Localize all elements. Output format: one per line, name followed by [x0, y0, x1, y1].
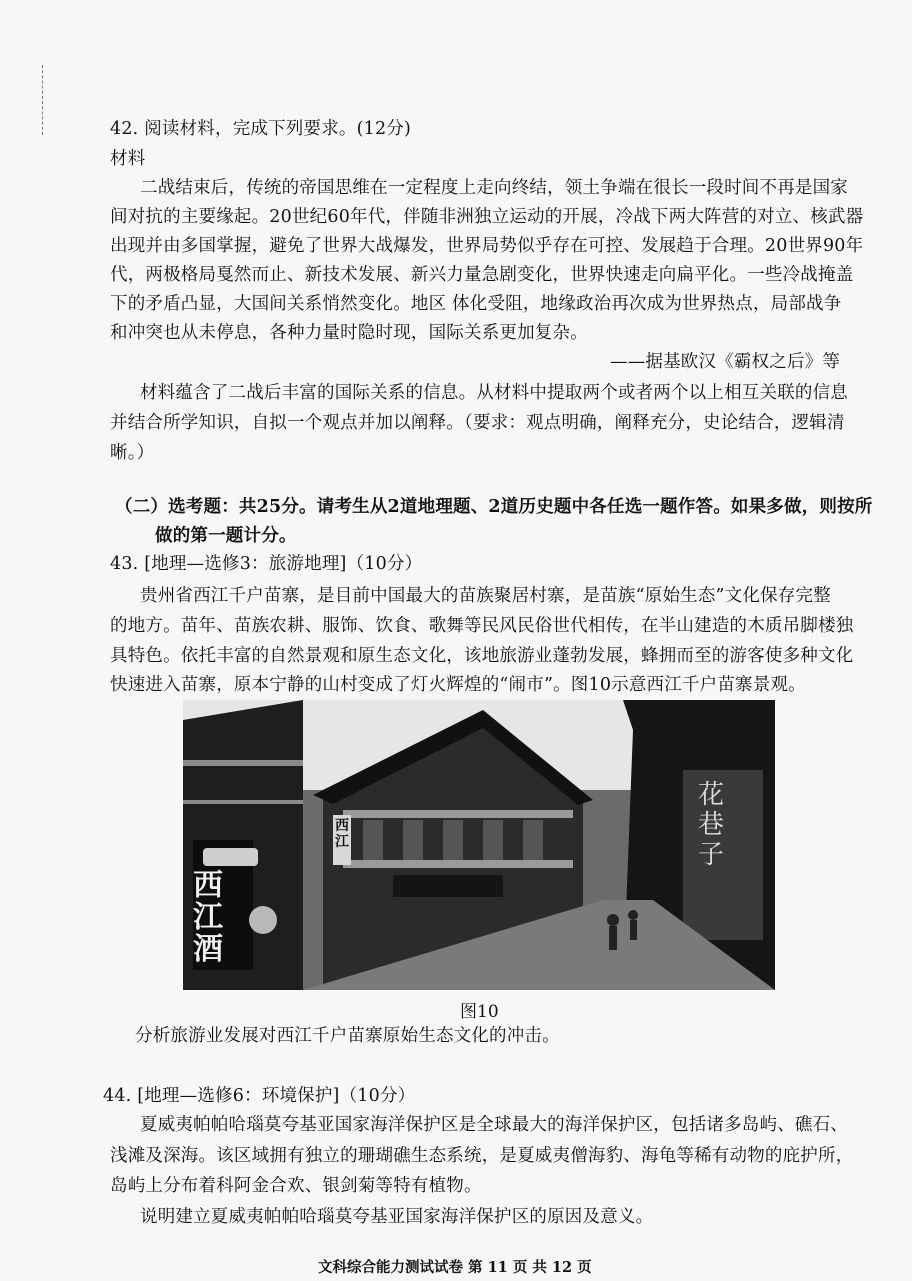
q42-source: ——据基欧汉《霸权之后》等	[610, 352, 841, 372]
q43-line: 贵州省西江千户苗寨，是目前中国最大的苗族聚居村寨，是苗族“原始生态”文化保存完整	[140, 586, 831, 606]
section2-line: 做的第一题计分。	[155, 526, 297, 546]
sign-right: 花巷子	[698, 780, 725, 870]
figure-caption: 图10	[460, 1002, 499, 1022]
q42-material-line: 下的矛盾凸显，大国间关系悄然变化。地区 体化受阻，地缘政治再次成为世界热点，局部战争	[110, 294, 842, 314]
q44-line: 夏威夷帕帕哈瑙莫夸基亚国家海洋保护区是全球最大的海洋保护区，包括诸多岛屿、礁石、	[140, 1115, 848, 1135]
material-label: 材料	[110, 149, 146, 169]
q43-line: 的地方。苗年、苗族农耕、服饰、饮食、歌舞等民风民俗世代相传，在半山建造的木质吊脚楼独	[110, 616, 854, 636]
q44-line: 浅滩及深海。该区域拥有独立的珊瑚礁生态系统，是夏威夷僧海豹、海龟等稀有动物的庇护所，	[110, 1146, 854, 1166]
q42-task-line: 晰。）	[110, 443, 155, 463]
sign-mid: 西江	[335, 818, 349, 850]
figure-10-photo	[183, 700, 775, 990]
q42-task-line: 材料蕴含了二战后丰富的国际关系的信息。从材料中提取两个或者两个以上相互关联的信息	[140, 383, 848, 403]
q44-title: 44. [地理—选修6：环境保护]（10分）	[103, 1086, 416, 1106]
q44-question: 说明建立夏威夷帕帕哈瑙莫夸基亚国家海洋保护区的原因及意义。	[140, 1207, 654, 1227]
margin-binding-mark	[42, 65, 44, 135]
page-footer: 文科综合能力测试试卷 第 11 页 共 12 页	[318, 1259, 592, 1276]
q43-question: 分析旅游业发展对西江千户苗寨原始生态文化的冲击。	[135, 1026, 560, 1046]
q42-material-line: 和冲突也从未停息，各种力量时隐时现，国际关系更加复杂。	[110, 323, 588, 343]
q42-material-line: 间对抗的主要缘起。20世纪60年代，伴随非洲独立运动的开展，冷战下两大阵营的对立、核武器	[110, 207, 864, 227]
miao-village-street-illustration	[183, 700, 775, 990]
q44-line: 岛屿上分布着科阿金合欢、银剑菊等特有植物。	[110, 1176, 482, 1196]
q42-material-line: 二战结束后，传统的帝国思维在一定程度上走向终结，领土争端在很长一段时间不再是国家	[140, 178, 848, 198]
q42-title: 42. 阅读材料，完成下列要求。(12分)	[110, 119, 412, 139]
sign-left: 西江酒	[193, 868, 223, 967]
q42-material-line: 代，两极格局戛然而止、新技术发展、新兴力量急剧变化，世界快速走向扁平化。一些冷战掩盖	[110, 265, 854, 285]
q43-title: 43. [地理—选修3：旅游地理]（10分）	[110, 554, 423, 574]
q42-task-line: 并结合所学知识，自拟一个观点并加以阐释。（要求：观点明确，阐释充分，史论结合，逻辑清	[110, 413, 845, 433]
section2-line: （二）选考题：共25分。请考生从2道地理题、2道历史题中各任选一题作答。如果多做，则按所	[115, 497, 873, 517]
q42-material-line: 出现并由多国掌握，避免了世界大战爆发，世界局势似乎存在可控、发展趋于合理。20世界90年	[110, 236, 864, 256]
q43-line: 具特色。依托丰富的自然景观和原生态文化，该地旅游业蓬勃发展，蜂拥而至的游客使多种文化	[110, 646, 854, 666]
q43-line: 快速进入苗寨，原本宁静的山村变成了灯火辉煌的“闹市”。图10示意西江千户苗寨景观。	[110, 675, 806, 695]
